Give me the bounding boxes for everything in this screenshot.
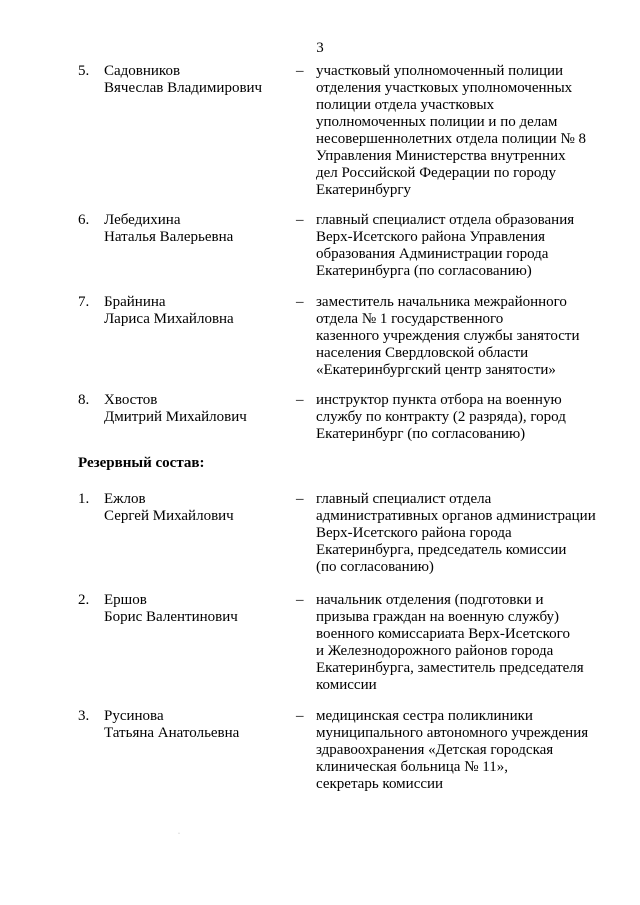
scan-speck: · — [178, 831, 180, 837]
position-line: уполномоченных полиции и по делам — [316, 114, 558, 130]
member-surname: Ежлов — [104, 491, 146, 507]
member-given-names: Вячеслав Владимирович — [104, 80, 263, 96]
position-line: населения Свердловской области — [316, 345, 529, 361]
entry-number: 2. — [78, 592, 90, 608]
position-line: отделения участковых уполномоченных — [316, 80, 573, 96]
member-position — [316, 708, 616, 793]
member-surname: Брайнина — [104, 294, 166, 310]
position-line: Екатеринбурга, председатель комиссии — [316, 542, 567, 558]
position-line: Екатеринбургу — [316, 182, 411, 198]
position-line: казенного учреждения службы занятости — [316, 328, 580, 344]
position-line: участковый уполномоченный полиции — [316, 63, 564, 79]
entry-number: 5. — [78, 63, 90, 79]
entry-number: 8. — [78, 392, 90, 408]
position-line: муниципального автономного учреждения — [316, 725, 589, 741]
member-given-names: Татьяна Анатольевна — [104, 725, 240, 741]
member-position — [316, 491, 616, 576]
position-line: медицинская сестра поликлиники — [316, 708, 533, 724]
position-line: Верх-Исетского района Управления — [316, 229, 546, 245]
position-line: военного комиссариата Верх-Исетского — [316, 626, 570, 642]
position-line: службу по контракту (2 разряда), город — [316, 409, 566, 425]
position-line: отдела № 1 государственного — [316, 311, 504, 327]
member-surname: Лебедихина — [104, 212, 181, 228]
position-line: Екатеринбурга (по согласованию) — [316, 263, 532, 279]
position-line: клиническая больница № 11», — [316, 759, 508, 775]
separator-dash: – — [296, 212, 304, 228]
separator-dash: – — [296, 592, 304, 608]
position-line: Верх-Исетского района города — [316, 525, 512, 541]
member-position — [316, 294, 616, 379]
position-line: образования Администрации города — [316, 246, 549, 262]
entry-number: 3. — [78, 708, 90, 724]
position-line: Екатеринбург (по согласованию) — [316, 426, 526, 442]
position-line: несовершеннолетних отдела полиции № 8 — [316, 131, 587, 147]
member-surname: Русинова — [104, 708, 164, 724]
entry-number: 6. — [78, 212, 90, 228]
member-name — [104, 212, 233, 246]
member-position — [316, 592, 616, 694]
position-line: главный специалист отдела образования — [316, 212, 575, 228]
member-name — [104, 63, 262, 97]
position-line: Екатеринбурга, заместитель председателя — [316, 660, 584, 676]
position-line: полиции отдела участковых — [316, 97, 495, 113]
position-line: инструктор пункта отбора на военную — [316, 392, 562, 408]
position-line: (по согласованию) — [316, 559, 434, 575]
member-given-names: Сергей Михайлович — [104, 508, 234, 524]
member-given-names: Борис Валентинович — [104, 609, 238, 625]
separator-dash: – — [296, 708, 304, 724]
position-line: начальник отделения (подготовки и — [316, 592, 544, 608]
reserve-heading: Резервный состав: — [78, 455, 205, 471]
member-position — [316, 63, 616, 199]
member-surname: Хвостов — [104, 392, 158, 408]
position-line: дел Российской Федерации по городу — [316, 165, 557, 181]
member-given-names: Дмитрий Михайлович — [104, 409, 247, 425]
member-given-names: Наталья Валерьевна — [104, 229, 234, 245]
position-line: комиссии — [316, 677, 377, 693]
separator-dash: – — [296, 63, 304, 79]
member-position — [316, 212, 616, 280]
position-line: и Железнодорожного районов города — [316, 643, 554, 659]
position-line: Управления Министерства внутренних — [316, 148, 566, 164]
member-surname: Садовников — [104, 63, 181, 79]
member-position — [316, 392, 616, 443]
member-name — [104, 708, 239, 742]
position-line: секретарь комиссии — [316, 776, 444, 792]
position-line: «Екатеринбургский центр занятости» — [316, 362, 556, 378]
member-name — [104, 392, 247, 426]
position-line: административных органов администрации — [316, 508, 596, 524]
member-surname: Ершов — [104, 592, 147, 608]
entry-number: 7. — [78, 294, 90, 310]
member-name — [104, 592, 238, 626]
page-number: 3 — [316, 40, 324, 56]
position-line: главный специалист отдела — [316, 491, 492, 507]
member-name — [104, 294, 234, 328]
member-given-names: Лариса Михайловна — [104, 311, 234, 327]
position-line: заместитель начальника межрайонного — [316, 294, 567, 310]
position-line: призыва граждан на военную службу) — [316, 609, 560, 625]
separator-dash: – — [296, 491, 304, 507]
entry-number: 1. — [78, 491, 90, 507]
separator-dash: – — [296, 392, 304, 408]
separator-dash: – — [296, 294, 304, 310]
member-name — [104, 491, 234, 525]
position-line: здравоохранения «Детская городская — [316, 742, 554, 758]
